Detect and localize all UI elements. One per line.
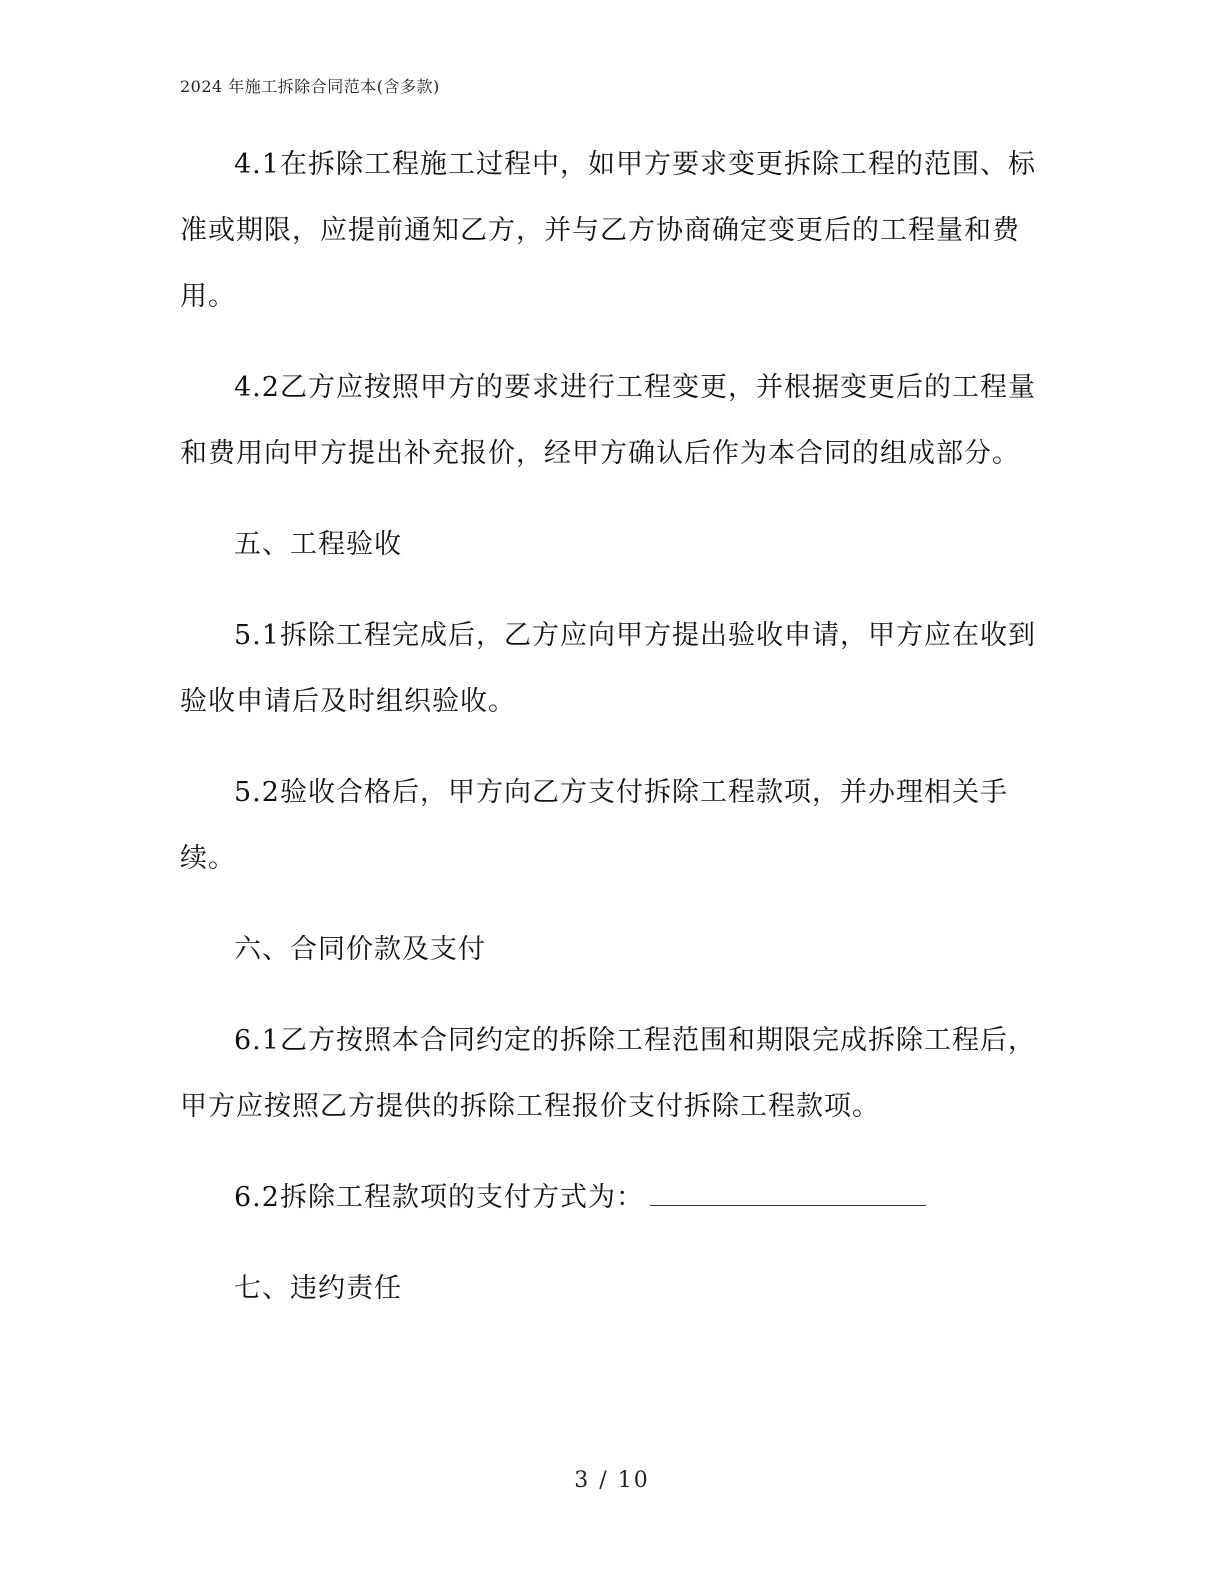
- clause-6-2: [180, 1165, 1050, 1231]
- section-heading-liability: 七、违约责任: [234, 1273, 402, 1304]
- clause-5-2: 5.2验收合格后，甲方向乙方支付拆除工程款项，并办理相关手续。: [180, 777, 1008, 874]
- clause-6-1: 6.1乙方按照本合同约定的拆除工程范围和期限完成拆除工程后，甲方应按照乙方提供的拆除工程报价支付拆除工程款项。: [180, 1025, 1036, 1122]
- document-body: [180, 132, 1050, 1347]
- section-heading-payment: 六、合同价款及支付: [234, 934, 486, 965]
- clause-4-1: 4.1在拆除工程施工过程中，如甲方要求变更拆除工程的范围、标准或期限，应提前通知乙方，并与乙方协商确定变更后的工程量和费用。: [180, 149, 1036, 312]
- page-number: 3 / 10: [574, 1468, 650, 1493]
- clause-5-1: 5.1拆除工程完成后，乙方应向甲方提出验收申请，甲方应在收到验收申请后及时组织验收。: [180, 620, 1036, 717]
- document-header: 2024 年施工拆除合同范本(含多款): [180, 77, 440, 96]
- clause-6-2-text: 6.2拆除工程款项的支付方式为：: [234, 1182, 644, 1213]
- payment-method-blank-line: [650, 1185, 926, 1206]
- clause-4-2: 4.2乙方应按照甲方的要求进行工程变更，并根据变更后的工程量和费用向甲方提出补充报价，经甲方确认后作为本合同的组成部分。: [180, 372, 1036, 469]
- section-heading-acceptance: 五、工程验收: [234, 529, 402, 560]
